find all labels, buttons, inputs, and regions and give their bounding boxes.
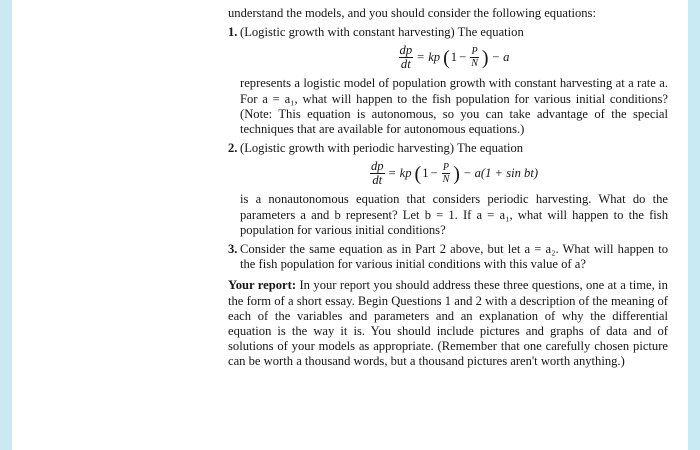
equation-1 [240,44,668,71]
question-1-number: 1. [228,25,238,40]
eq1-deriv-num: dp [399,43,413,58]
eq1-deriv-den: dt [400,57,411,72]
equation-2 [240,160,668,187]
eq1-ratio-num: P [471,46,478,58]
eq1-minus: − [459,50,467,65]
eq2-minus: − [430,166,438,181]
report-label: Your report: [228,278,297,293]
eq1-kp: kp [428,50,441,65]
left-margin-band [0,0,12,450]
report-paragraph [228,278,668,369]
eq1-one: 1 [450,50,458,65]
eq2-equals: = [388,166,396,181]
question-2-number: 2. [228,141,238,156]
eq2-ratio-num: P [442,162,450,174]
eq2-derivative [370,160,385,187]
question-1-heading: (Logistic growth with constant harvesting) The equation [240,25,524,40]
eq1-equals: = [417,50,425,65]
question-3-number: 3. [228,242,238,257]
intro-text: understand the models, and you should consider the following equations: [228,6,596,20]
eq2-deriv-den: dt [372,173,383,188]
eq2-open-paren: ( [414,162,422,185]
document-page [228,6,668,370]
question-1-body: represents a logistic model of population growth with constant harvesting at a rate a. For a = a₁, what will happen to the fish population for various initial conditions? (Note: This equation is autonomous, so you can take advantage of the special techniques that are available for autonomous equations.) [240,76,668,137]
question-3-body: Consider the same equation as in Part 2 above, but let a = a₂. What will happen to the fish population for various initial conditions with this value of a? [240,242,668,272]
report-body: In your report you should address these three questions, one at a time, in the form of a short essay. Begin Questions 1 and 2 with a description of the meaning of each of the variables and parameters and an explanation of why the differential equation is the way it is. You should include pictures and graphs of data and of solutions of your models as appropriate. (Remember that one carefully chosen picture can be worth a thousand words, but a thousand pictures aren't worth anything.) [228,278,668,369]
question-2-heading: (Logistic growth with periodic harvesting) The equation [240,141,524,156]
eq1-close-paren: ) [481,46,489,69]
eq2-close-paren: ) [453,162,460,185]
eq1-ratio-den: N [471,58,478,70]
eq2-ratio-den: N [442,174,450,186]
eq2-ratio [442,162,451,185]
question-1 [228,25,668,137]
eq1-tail: − a [491,50,510,65]
question-2-body: is a nonautonomous equation that considers periodic harvesting. What do the parameters a and b represent? Let b = 1. If a = a₁, what will happen to the fish population for various initial conditions? [240,192,668,237]
right-margin-band [688,0,700,450]
eq2-tail: − a(1 + sin bt) [462,166,539,181]
eq2-deriv-num: dp [370,159,384,174]
question-2 [228,141,668,238]
eq1-open-paren: ( [443,46,450,69]
eq2-kp: kp [399,166,412,181]
eq1-ratio [470,46,479,69]
eq2-one: 1 [422,166,429,181]
question-3 [228,242,668,272]
eq1-derivative [399,44,414,71]
